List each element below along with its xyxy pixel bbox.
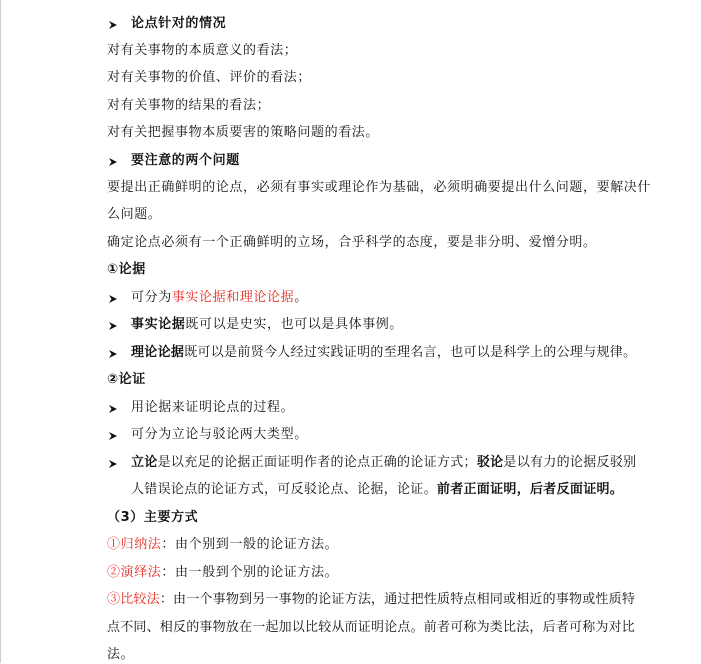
arrowhead-bullet-icon (107, 152, 119, 170)
body-line: 对有关把握事物本质要害的策略问题的看法。 (107, 125, 380, 140)
subheading-methods: （3）主要方式 (107, 510, 199, 525)
bold-term: 理论论据 (131, 345, 185, 360)
arrowhead-bullet-icon (107, 316, 119, 334)
page-left-edge (0, 0, 1, 663)
method-label: ③比较法 (107, 592, 160, 607)
bold-term: 立论 (131, 455, 158, 470)
item-text: 可分为 (131, 290, 172, 305)
arrowhead-bullet-icon (107, 344, 119, 362)
method-line (107, 564, 338, 582)
method-text: ：由一般到个别的论证方法。 (161, 565, 339, 580)
method-text: ：由一个事物到另一事物的论证方法，通过把性质特点相同或相近的事物或性质特 (159, 592, 636, 607)
method-continuation: 点不同、相反的事物放在一起加以比较从而证明论点。前者可称为类比法，后者可称为对比 (107, 620, 636, 635)
list-item (131, 289, 308, 307)
highlighted-text: 事实论据和理论论据 (171, 290, 295, 305)
arrowhead-bullet-icon (107, 15, 119, 33)
method-label: ②演绎法 (107, 565, 162, 580)
item-text: 。 (294, 290, 308, 305)
bold-conclusion: 前者正面证明，后者反面证明。 (436, 482, 624, 497)
body-line: 要提出正确鲜明的论点，必须有事实或理论作为基础，必须明确要提出什么问题，要解决什 (107, 180, 652, 195)
list-item (131, 316, 403, 334)
list-item (131, 344, 636, 362)
item-text: 是以充足的论据正面证明作者的论点正确的论证方式； (157, 455, 477, 470)
arrowhead-bullet-icon (107, 426, 119, 444)
subheading-lunju: ①论据 (107, 262, 146, 277)
item-text: 是以有力的论据反驳别 (503, 455, 637, 470)
method-continuation: 法。 (107, 647, 135, 662)
arrowhead-bullet-icon (107, 399, 119, 417)
section-heading: 要注意的两个问题 (131, 153, 240, 168)
method-line (107, 591, 635, 609)
subheading-lunzheng: ②论证 (107, 372, 146, 387)
list-item: 可分为立论与驳论两大类型。 (131, 427, 308, 442)
arrowhead-bullet-icon (107, 454, 119, 472)
body-line: 确定论点必须有一个正确鲜明的立场，合乎科学的态度，要是非分明、爱憎分明。 (107, 235, 597, 250)
body-line: 么问题。 (107, 207, 162, 222)
item-text: 人错误论点的论证方式，可反驳论点、论据，论证。 (131, 482, 437, 497)
arrowhead-bullet-icon (107, 289, 119, 307)
item-text: 既可以是前贤今人经过实践证明的至理名言，也可以是科学上的公理与规律。 (184, 345, 637, 360)
list-item (131, 454, 636, 472)
body-line: 对有关事物的本质意义的看法； (107, 43, 298, 58)
bold-term: 驳论 (476, 455, 504, 470)
method-text: ：由个别到一般的论证方法。 (161, 537, 339, 552)
list-item-continuation (131, 481, 623, 499)
body-line: 对有关事物的价值、评价的看法； (107, 70, 312, 85)
bold-term: 事实论据 (131, 317, 186, 332)
method-line (107, 536, 338, 554)
method-label: ①归纳法 (107, 537, 162, 552)
item-text: 既可以是史实，也可以是具体事例。 (185, 317, 404, 332)
list-item: 用论据来证明论点的过程。 (131, 400, 295, 415)
body-line: 对有关事物的结果的看法； (107, 98, 271, 113)
section-heading: 论点针对的情况 (131, 16, 227, 31)
